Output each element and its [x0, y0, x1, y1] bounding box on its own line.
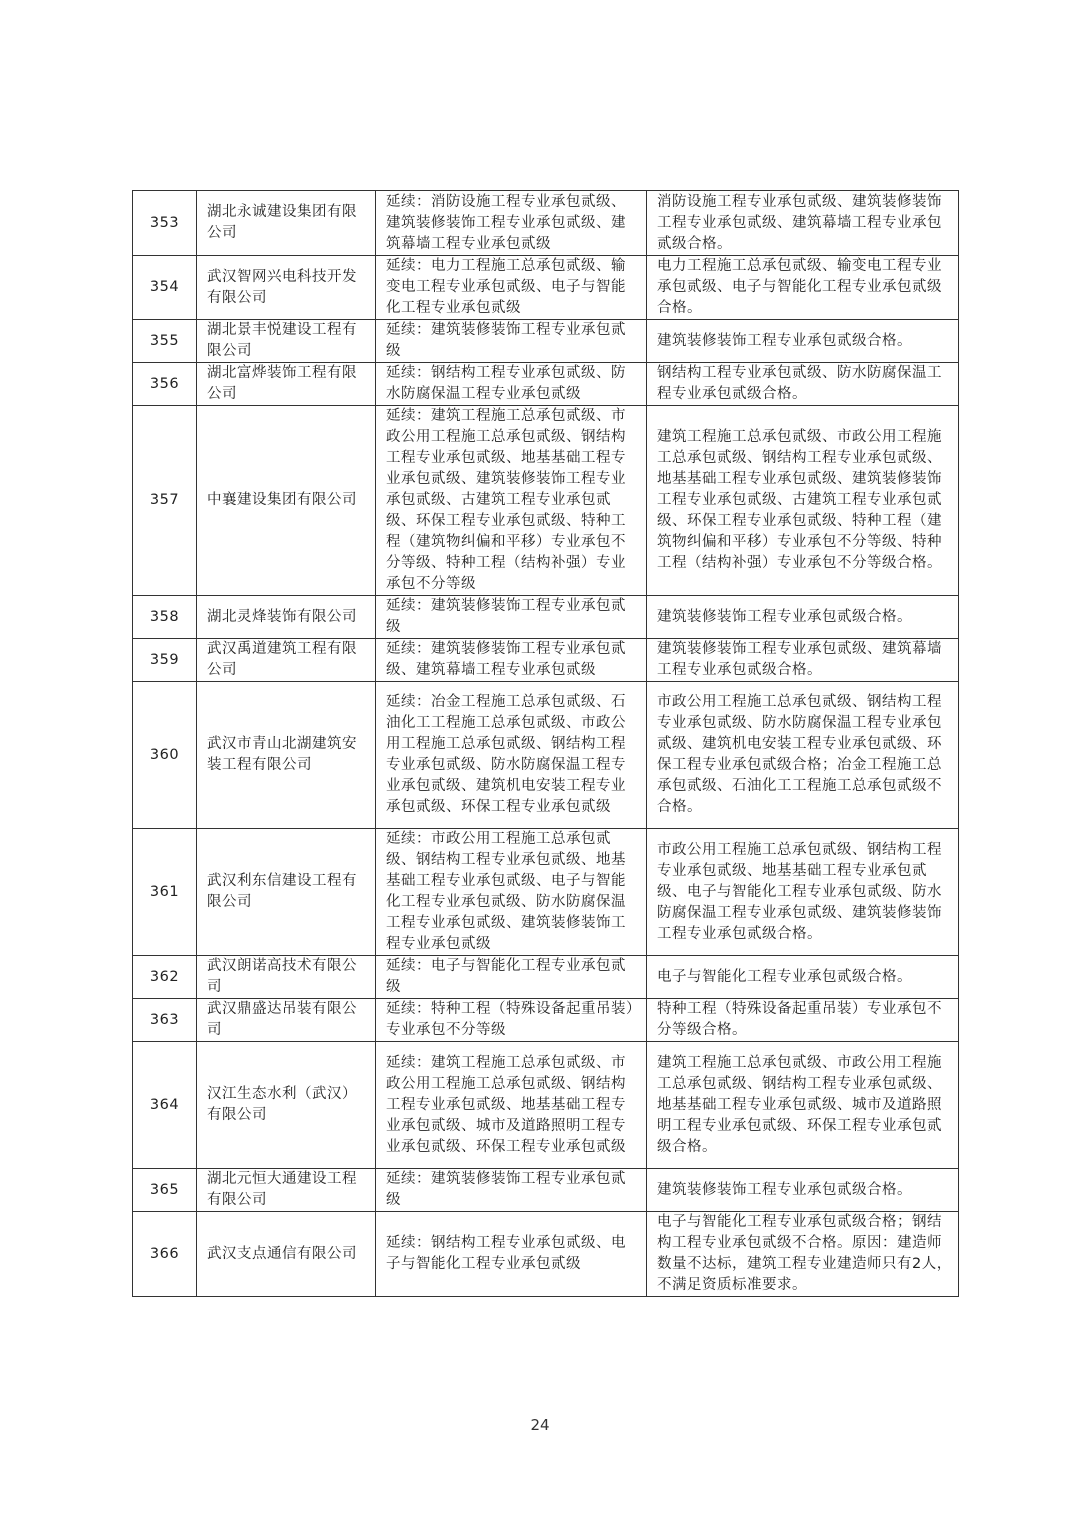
table-row	[133, 320, 959, 363]
application-content: 延续：钢结构工程专业承包贰级、电子与智能化工程专业承包贰级	[376, 1212, 647, 1297]
row-number: 358	[133, 596, 197, 639]
company-name: 湖北景丰悦建设工程有限公司	[197, 320, 376, 363]
review-result: 市政公用工程施工总承包贰级、钢结构工程专业承包贰级、防水防腐保温工程专业承包贰级、建筑机电安装工程专业承包贰级、环保工程专业承包贰级合格；冶金工程施工总承包贰级、石油化工工程施工总承包贰级不合格。	[647, 682, 959, 829]
company-name: 武汉禹道建筑工程有限公司	[197, 639, 376, 682]
application-content: 延续：建筑装修装饰工程专业承包贰级	[376, 1169, 647, 1212]
application-content: 延续：特种工程（特殊设备起重吊装）专业承包不分等级	[376, 999, 647, 1042]
application-content: 延续：建筑装修装饰工程专业承包贰级	[376, 596, 647, 639]
row-number: 355	[133, 320, 197, 363]
qualification-table	[132, 190, 959, 1297]
review-result: 钢结构工程专业承包贰级、防水防腐保温工程专业承包贰级合格。	[647, 363, 959, 406]
review-result: 市政公用工程施工总承包贰级、钢结构工程专业承包贰级、地基基础工程专业承包贰级、电子与智能化工程专业承包贰级、防水防腐保温工程专业承包贰级、建筑装修装饰工程专业承包贰级合格。	[647, 829, 959, 956]
row-number: 357	[133, 406, 197, 596]
table-body	[133, 191, 959, 1297]
table-row	[133, 1169, 959, 1212]
table-row	[133, 596, 959, 639]
company-name: 武汉智网兴电科技开发有限公司	[197, 256, 376, 320]
company-name: 武汉市青山北湖建筑安装工程有限公司	[197, 682, 376, 829]
review-result: 消防设施工程专业承包贰级、建筑装修装饰工程专业承包贰级、建筑幕墙工程专业承包贰级合格。	[647, 191, 959, 256]
application-content: 延续：消防设施工程专业承包贰级、建筑装修装饰工程专业承包贰级、建筑幕墙工程专业承包贰级	[376, 191, 647, 256]
row-number: 359	[133, 639, 197, 682]
row-number: 364	[133, 1042, 197, 1169]
table-row	[133, 363, 959, 406]
company-name: 武汉利东信建设工程有限公司	[197, 829, 376, 956]
company-name: 湖北元恒大通建设工程有限公司	[197, 1169, 376, 1212]
row-number: 362	[133, 956, 197, 999]
table-row	[133, 1212, 959, 1297]
review-result: 建筑装修装饰工程专业承包贰级、建筑幕墙工程专业承包贰级合格。	[647, 639, 959, 682]
review-result: 建筑工程施工总承包贰级、市政公用工程施工总承包贰级、钢结构工程专业承包贰级、地基基础工程专业承包贰级、城市及道路照明工程专业承包贰级、环保工程专业承包贰级合格。	[647, 1042, 959, 1169]
application-content: 延续：市政公用工程施工总承包贰级、钢结构工程专业承包贰级、地基基础工程专业承包贰级、电子与智能化工程专业承包贰级、防水防腐保温工程专业承包贰级、建筑装修装饰工程专业承包贰级	[376, 829, 647, 956]
company-name: 湖北永诚建设集团有限公司	[197, 191, 376, 256]
table-row	[133, 1042, 959, 1169]
review-result: 电子与智能化工程专业承包贰级合格；钢结构工程专业承包贰级不合格。原因：建造师数量不达标，建筑工程专业建造师只有2人，不满足资质标准要求。	[647, 1212, 959, 1297]
review-result: 特种工程（特殊设备起重吊装）专业承包不分等级合格。	[647, 999, 959, 1042]
row-number: 361	[133, 829, 197, 956]
application-content: 延续：电力工程施工总承包贰级、输变电工程专业承包贰级、电子与智能化工程专业承包贰级	[376, 256, 647, 320]
review-result: 电力工程施工总承包贰级、输变电工程专业承包贰级、电子与智能化工程专业承包贰级合格。	[647, 256, 959, 320]
application-content: 延续：建筑工程施工总承包贰级、市政公用工程施工总承包贰级、钢结构工程专业承包贰级、地基基础工程专业承包贰级、城市及道路照明工程专业承包贰级、环保工程专业承包贰级	[376, 1042, 647, 1169]
row-number: 360	[133, 682, 197, 829]
application-content: 延续：建筑装修装饰工程专业承包贰级、建筑幕墙工程专业承包贰级	[376, 639, 647, 682]
row-number: 366	[133, 1212, 197, 1297]
company-name: 汉江生态水利（武汉）有限公司	[197, 1042, 376, 1169]
table-row	[133, 682, 959, 829]
company-name: 湖北富烨装饰工程有限公司	[197, 363, 376, 406]
table-row	[133, 256, 959, 320]
table-row	[133, 999, 959, 1042]
table-row	[133, 191, 959, 256]
application-content: 延续：建筑工程施工总承包贰级、市政公用工程施工总承包贰级、钢结构工程专业承包贰级、地基基础工程专业承包贰级、建筑装修装饰工程专业承包贰级、古建筑工程专业承包贰级、环保工程专业承包贰级、特种工程（建筑物纠偏和平移）专业承包不分等级、特种工程（结构补强）专业承包不分等级	[376, 406, 647, 596]
review-result: 建筑装修装饰工程专业承包贰级合格。	[647, 596, 959, 639]
application-content: 延续：钢结构工程专业承包贰级、防水防腐保温工程专业承包贰级	[376, 363, 647, 406]
application-content: 延续：冶金工程施工总承包贰级、石油化工工程施工总承包贰级、市政公用工程施工总承包贰级、钢结构工程专业承包贰级、防水防腐保温工程专业承包贰级、建筑机电安装工程专业承包贰级、环保工程专业承包贰级	[376, 682, 647, 829]
application-content: 延续：建筑装修装饰工程专业承包贰级	[376, 320, 647, 363]
page-number: 24	[530, 1416, 550, 1434]
review-result: 建筑装修装饰工程专业承包贰级合格。	[647, 1169, 959, 1212]
table-row	[133, 639, 959, 682]
company-name: 武汉朗诺高技术有限公司	[197, 956, 376, 999]
company-name: 武汉鼎盛达吊装有限公司	[197, 999, 376, 1042]
review-result: 建筑工程施工总承包贰级、市政公用工程施工总承包贰级、钢结构工程专业承包贰级、地基基础工程专业承包贰级、建筑装修装饰工程专业承包贰级、古建筑工程专业承包贰级、环保工程专业承包贰级、特种工程（建筑物纠偏和平移）专业承包不分等级、特种工程（结构补强）专业承包不分等级合格。	[647, 406, 959, 596]
application-content: 延续：电子与智能化工程专业承包贰级	[376, 956, 647, 999]
table-row	[133, 829, 959, 956]
review-result: 建筑装修装饰工程专业承包贰级合格。	[647, 320, 959, 363]
company-name: 湖北灵烽装饰有限公司	[197, 596, 376, 639]
qualification-table-container	[132, 190, 958, 1297]
company-name: 中襄建设集团有限公司	[197, 406, 376, 596]
row-number: 363	[133, 999, 197, 1042]
company-name: 武汉支点通信有限公司	[197, 1212, 376, 1297]
row-number: 354	[133, 256, 197, 320]
row-number: 365	[133, 1169, 197, 1212]
table-row	[133, 956, 959, 999]
row-number: 356	[133, 363, 197, 406]
review-result: 电子与智能化工程专业承包贰级合格。	[647, 956, 959, 999]
table-row	[133, 406, 959, 596]
row-number: 353	[133, 191, 197, 256]
